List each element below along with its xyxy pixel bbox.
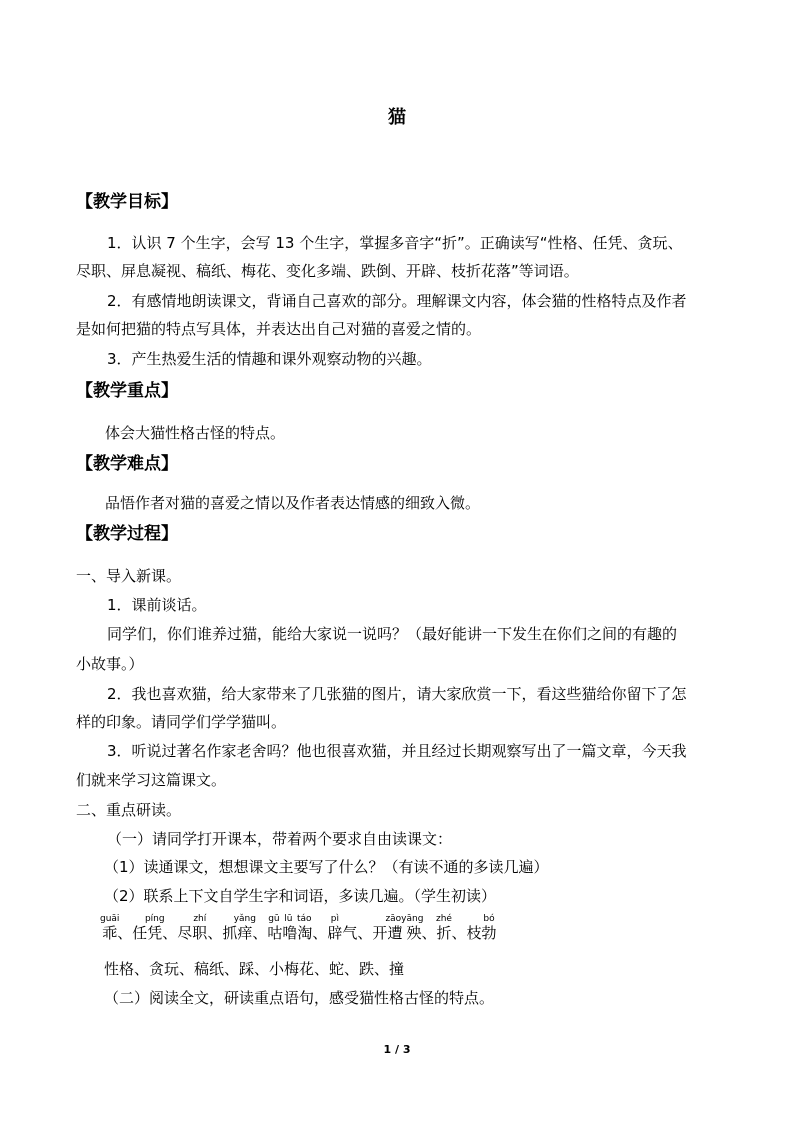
process-line-12: （2）联系上下文自学生字和词语，多读几遍。（学生初读） xyxy=(104,887,497,905)
pinyin-word-7: 遭殃zāoyāng、 xyxy=(385,914,437,942)
goal-line-1: 1．认识 7 个生字，会写 13 个生字，掌握多音字“折”。正确读写“性格、任凭、贪玩、 xyxy=(107,234,683,252)
key-text: 体会大猫性格古怪的特点。 xyxy=(105,424,286,442)
process-line-10: （一）请同学打开课本，带着两个要求自由读课文： xyxy=(107,830,453,848)
pinyin-word-4: 抓痒yǎng、 xyxy=(222,914,268,942)
process-line-4: 小故事。） xyxy=(76,655,144,673)
heading-goals: 【教学目标】 xyxy=(76,192,178,212)
difficult-text: 品悟作者对猫的喜爱之情以及作者表达情感的细致入微。 xyxy=(105,494,481,512)
pinyin-word-2: 任凭píng、 xyxy=(132,914,178,942)
process-line-11: （1）读通课文，想想课文主要写了什么？（有读不通的多读几遍） xyxy=(104,858,549,876)
goal-line-4: 是如何把猫的特点写具体，并表达出自己对猫的喜爱之情的。 xyxy=(76,320,482,338)
pinyin-word-1: 乖guāi、 xyxy=(100,914,133,942)
pinyin-word-3: 尽职zhí、 xyxy=(177,914,223,942)
page-title: 猫 xyxy=(388,107,406,128)
process-line-3: 同学们，你们谁养过猫，能给大家说一说吗？（最好能讲一下发生在你们之间的有趣的 xyxy=(107,625,678,643)
process-line-6: 样的印象。请同学们学学猫叫。 xyxy=(76,713,287,731)
pinyin-word-9: 勃bó xyxy=(481,914,497,942)
heading-process: 【教学过程】 xyxy=(76,524,178,544)
pinyin-word-5: 咕噜淘gū lū táo、 xyxy=(267,914,328,942)
process-line-5: 2．我也喜欢猫，给大家带来了几张猫的图片，请大家欣赏一下，看这些猫给你留下了怎 xyxy=(107,685,687,703)
page-number: 1 / 3 xyxy=(383,1043,411,1056)
read-all-line: （二）阅读全文，研读重点语句，感受猫性格古怪的特点。 xyxy=(104,989,495,1007)
heading-difficult: 【教学难点】 xyxy=(76,454,178,474)
goal-line-2: 尽职、屏息凝视、稿纸、梅花、变化多端、跌倒、开辟、枝折花落”等词语。 xyxy=(76,262,579,280)
process-line-8: 们就来学习这篇课文。 xyxy=(76,771,227,789)
process-line-1: 一、导入新课。 xyxy=(76,567,182,585)
goal-line-3: 2．有感情地朗读课文，背诵自己喜欢的部分。理解课文内容，体会猫的性格特点及作者 xyxy=(107,292,687,310)
process-line-9: 二、重点研读。 xyxy=(76,801,182,819)
pinyin-words-row xyxy=(100,914,497,944)
goal-line-5: 3．产生热爱生活的情趣和课外观察动物的兴趣。 xyxy=(107,350,432,368)
pinyin-word-8: 折zhé、枝 xyxy=(436,914,482,942)
heading-key: 【教学重点】 xyxy=(76,381,178,401)
words-line: 性格、贪玩、稿纸、踩、小梅花、蛇、跌、撞 xyxy=(104,960,405,978)
pinyin-word-6: 辟pì气、开 xyxy=(327,914,388,942)
process-line-7: 3．听说过著名作家老舍吗？他也很喜欢猫，并且经过长期观察写出了一篇文章，今天我 xyxy=(107,742,687,760)
process-line-2: 1．课前谈话。 xyxy=(107,596,207,614)
